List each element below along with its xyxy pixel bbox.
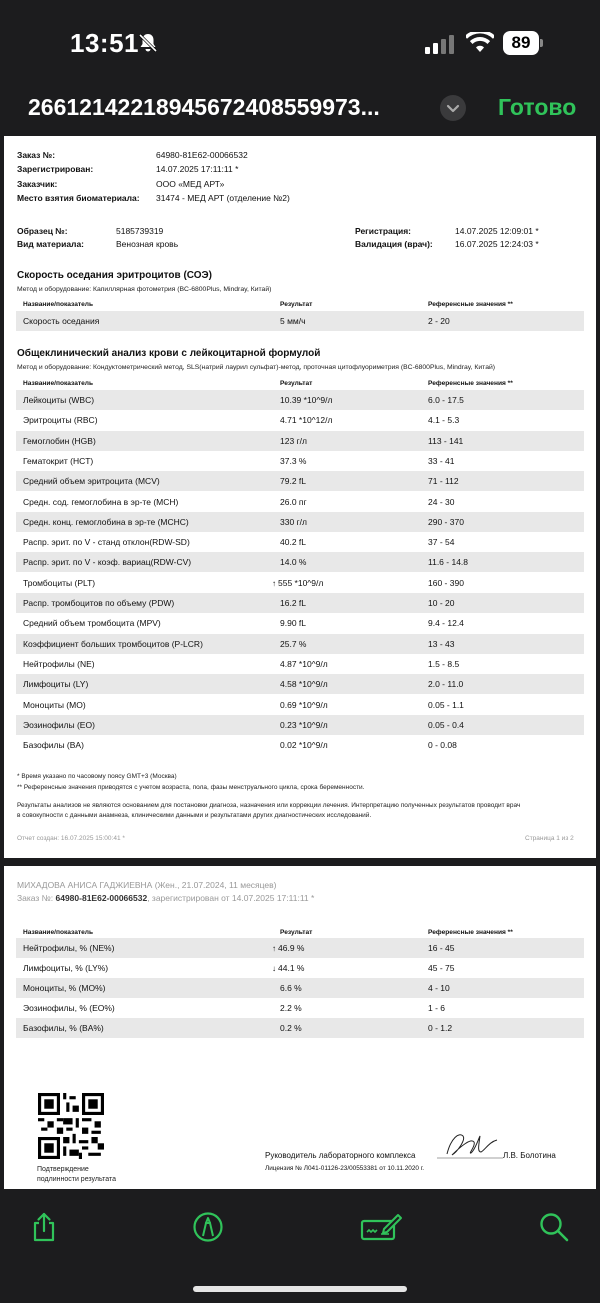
row-result <box>280 476 306 486</box>
table-row <box>16 938 584 958</box>
col-header-name: Название/показатель <box>23 929 94 936</box>
row-result-value: 44.1 % <box>278 963 305 973</box>
row-ref: 33 - 41 <box>428 455 455 466</box>
row-result <box>280 497 307 507</box>
validation-label: Валидация (врач): <box>355 239 433 249</box>
row-name: Гемоглобин (HGB) <box>23 435 96 446</box>
row-name: Средний объем тромбоцита (MPV) <box>23 618 161 629</box>
arrow-up-icon: ↑ <box>272 578 276 588</box>
table-row <box>16 613 584 633</box>
lab-head-name: Л.В. Болотина <box>503 1151 556 1160</box>
cellular-signal-icon <box>425 34 457 54</box>
table-row <box>16 674 584 694</box>
table-row <box>16 715 584 735</box>
row-ref: 13 - 43 <box>428 638 455 649</box>
collection-place-label: Место взятия биоматериала: <box>17 193 140 203</box>
row-result-value: 10.39 *10^9/л <box>280 395 333 405</box>
search-icon[interactable] <box>538 1211 570 1243</box>
registration-value: 14.07.2025 12:09:01 * <box>455 226 539 236</box>
col-header-name: Название/показатель <box>23 301 94 308</box>
row-result-value: 6.6 % <box>280 983 302 993</box>
row-ref: 10 - 20 <box>428 598 455 608</box>
row-result <box>280 537 306 547</box>
row-result-value: 2.2 % <box>280 1003 302 1013</box>
row-ref: 16 - 45 <box>428 943 455 953</box>
order-value: 64980-81E62-00066532 <box>156 150 248 160</box>
report-created: Отчет создан: 16.07.2025 15:00:41 * <box>17 835 125 842</box>
material-label: Вид материала: <box>17 239 85 249</box>
table-row <box>16 492 584 512</box>
table-row <box>16 978 584 998</box>
customer-label: Заказчик: <box>17 179 58 189</box>
signature-icon[interactable] <box>360 1211 404 1243</box>
row-ref: 71 - 112 <box>428 476 459 487</box>
row-result-value: 26.0 пг <box>280 496 307 507</box>
registration-label: Регистрация: <box>355 226 412 236</box>
footnote-reference: ** Референсные значения приводятся с учетом возраста, пола, фазы менструального цикла, срока беременности. <box>17 784 365 791</box>
table-row <box>16 654 584 674</box>
row-ref: 24 - 30 <box>428 496 455 507</box>
order-line-prefix: Заказ №: <box>17 893 56 903</box>
row-result-value: 4.71 *10^12/л <box>280 415 333 426</box>
row-result <box>280 983 302 993</box>
row-result-value: 0.02 *10^9/л <box>280 740 328 751</box>
order-label: Заказ №: <box>17 150 56 160</box>
row-result <box>280 557 306 567</box>
row-name: Распр. эрит. по V - станд отклон(RDW-SD) <box>23 537 190 548</box>
table-row <box>16 471 584 491</box>
row-result <box>280 456 306 466</box>
col-header-result: Результат <box>280 929 313 936</box>
disclaimer-line-1: Результаты анализов не являются основанием для постановки диагноза, назначения или коррекции лечения. Интерпретацию полученных результатов проводит врач <box>17 802 521 809</box>
table-row <box>16 958 584 978</box>
row-result-value: 46.9 % <box>278 943 305 953</box>
esr-section-title: Скорость оседания эритроцитов (СОЭ) <box>17 270 212 281</box>
row-result <box>280 679 328 689</box>
disclaimer-line-2: в совокупности с данными анамнеза, клиническими данными и результатами других диагностических исследований. <box>17 812 372 819</box>
battery-tip <box>540 39 543 47</box>
row-ref: 0.05 - 0.4 <box>428 719 464 730</box>
row-result <box>280 639 306 649</box>
share-icon[interactable] <box>28 1211 60 1243</box>
row-name: Эритроциты (RBC) <box>23 415 98 426</box>
row-ref: 6.0 - 17.5 <box>428 395 464 405</box>
row-ref: 37 - 54 <box>428 537 455 548</box>
table-row <box>16 431 584 451</box>
table-row <box>16 593 584 613</box>
row-result <box>272 578 323 588</box>
cbc-section-title: Общеклинический анализ крови с лейкоцитарной формулой <box>17 348 321 359</box>
row-result <box>280 1023 302 1033</box>
table-row <box>16 695 584 715</box>
row-result-value: 16.2 fL <box>280 598 306 608</box>
col-header-result: Результат <box>280 301 313 308</box>
arrow-down-icon: ↓ <box>272 964 276 973</box>
col-header-name: Название/показатель <box>23 380 94 387</box>
lab-head-title: Руководитель лабораторного комплекса <box>265 1151 416 1160</box>
row-name: Моноциты (MO) <box>23 699 86 710</box>
table-row <box>16 573 584 593</box>
row-result-value: 79.2 fL <box>280 476 306 487</box>
table-row <box>16 390 584 410</box>
row-result-value: 0.23 *10^9/л <box>280 719 328 730</box>
row-result-value: 4.58 *10^9/л <box>280 679 328 690</box>
order-line-number: 64980-81E62-00066532 <box>55 893 148 903</box>
collection-place-value: 31474 - МЕД АРТ (отделение №2) <box>156 193 290 203</box>
row-name: Распр. эрит. по V - коэф. вариац(RDW-CV) <box>23 557 192 568</box>
row-name: Средн. конц. гемоглобина в эр-те (MCHC) <box>23 516 189 527</box>
row-name: Скорость оседания <box>23 316 100 326</box>
row-name: Эозинофилы (EO) <box>23 719 95 730</box>
qr-code-icon[interactable] <box>38 1093 104 1159</box>
table-row <box>16 998 584 1018</box>
markup-icon[interactable] <box>192 1211 224 1243</box>
patient-info: МИХАДОВА АНИСА ГАДЖИЕВНА (Жен., 21.07.2024, 11 месяцев) <box>17 880 277 890</box>
row-result-value: 37.3 % <box>280 455 307 466</box>
nav-bar <box>0 80 600 136</box>
status-time: 13:51 <box>70 28 139 58</box>
row-result <box>272 943 304 953</box>
material-value: Венозная кровь <box>116 239 179 249</box>
qr-caption-line-1: Подтверждение <box>37 1166 89 1173</box>
row-name: Средн. сод. гемоглобина в эр-те (MCH) <box>23 496 179 507</box>
footnote-time: * Время указано по часовому поясу GMT+3 (Москва) <box>17 773 177 780</box>
row-result <box>280 618 306 628</box>
col-header-ref: Референсные значения ** <box>428 929 513 936</box>
row-name: Лейкоциты (WBC) <box>23 395 95 405</box>
registered-label: Зарегистрирован: <box>17 164 94 174</box>
row-name: Базофилы, % (BA%) <box>23 1023 104 1033</box>
row-ref: 0.05 - 1.1 <box>428 699 464 710</box>
row-name: Распр. тромбоцитов по объему (PDW) <box>23 598 175 608</box>
order-line <box>17 893 314 903</box>
document-page-2 <box>4 866 596 1189</box>
row-result-value: 330 г/л <box>280 516 307 527</box>
table-row <box>16 532 584 552</box>
row-name: Базофилы (BA) <box>23 740 84 751</box>
row-result-value: 0.69 *10^9/л <box>280 699 328 710</box>
table-row <box>16 311 584 331</box>
row-ref: 0 - 0.08 <box>428 740 457 751</box>
row-ref: 0 - 1.2 <box>428 1023 453 1033</box>
row-result: 5 мм/ч <box>280 316 306 326</box>
row-result <box>280 395 332 405</box>
row-ref: 113 - 141 <box>428 435 464 446</box>
row-ref: 9.4 - 12.4 <box>428 618 464 629</box>
row-result-value: 555 *10^9/л <box>278 577 324 588</box>
row-result <box>272 963 304 973</box>
row-result <box>280 740 328 750</box>
row-ref: 290 - 370 <box>428 516 464 527</box>
row-result <box>280 517 307 527</box>
row-name: Эозинофилы, % (EO%) <box>23 1003 115 1013</box>
chevron-down-icon <box>440 95 466 121</box>
registered-value: 14.07.2025 17:11:11 * <box>156 164 239 174</box>
bell-slash-icon <box>137 32 159 54</box>
col-header-ref: Референсные значения ** <box>428 380 513 387</box>
arrow-up-icon: ↑ <box>272 944 276 953</box>
customer-value: ООО «МЕД АРТ» <box>156 179 225 189</box>
license-text: Лицензия № Л041-01126-23/00553381 от 10.11.2020 г. <box>265 1165 425 1172</box>
row-ref: 4.1 - 5.3 <box>428 415 460 426</box>
sample-label: Образец №: <box>17 226 68 236</box>
row-ref: 1.5 - 8.5 <box>428 658 460 669</box>
row-ref: 4 - 10 <box>428 983 450 993</box>
table-row <box>16 512 584 532</box>
cbc-method: Метод и оборудование: Кондуктометрический метод, SLS(натрий лаурил сульфат)-метод, проточная цитофлуориметрия (BC-6800Plus, Mindray, Китай) <box>17 364 496 371</box>
table-row <box>16 735 584 755</box>
row-name: Гематокрит (HCT) <box>23 455 94 466</box>
row-ref: 11.6 - 14.8 <box>428 557 469 568</box>
esr-method: Метод и оборудование: Капиллярная фотометрия (BC-6800Plus, Mindray, Китай) <box>17 286 272 293</box>
signature-image <box>437 1128 503 1162</box>
sample-value: 5185739319 <box>116 226 164 236</box>
table-row <box>16 410 584 430</box>
row-name: Нейтрофилы, % (NE%) <box>23 943 115 953</box>
home-indicator[interactable] <box>193 1286 407 1292</box>
done-button[interactable]: Готово <box>498 94 577 120</box>
row-ref: 160 - 390 <box>428 577 464 588</box>
status-bar <box>0 0 600 78</box>
table-row <box>16 1018 584 1038</box>
row-name: Лимфоциты (LY) <box>23 679 89 690</box>
document-page-1 <box>4 136 596 858</box>
title-menu-button[interactable] <box>440 95 466 121</box>
row-name: Коэффициент больших тромбоцитов (P-LCR) <box>23 638 203 649</box>
battery-level: 89 <box>503 31 539 55</box>
row-name: Нейтрофилы (NE) <box>23 658 95 669</box>
table-row <box>16 451 584 471</box>
row-name: Средний объем эритроцита (MCV) <box>23 476 160 487</box>
validation-value: 16.07.2025 12:24:03 * <box>455 239 539 249</box>
table-row <box>16 634 584 654</box>
row-result-value: 4.87 *10^9/л <box>280 658 328 669</box>
row-result <box>280 415 332 425</box>
row-name: Тромбоциты (PLT) <box>23 577 96 588</box>
row-ref: 45 - 75 <box>428 963 455 973</box>
row-result-value: 0.2 % <box>280 1023 302 1033</box>
row-name: Лимфоциты, % (LY%) <box>23 963 109 973</box>
row-result-value: 25.7 % <box>280 638 307 649</box>
row-result <box>280 436 307 446</box>
row-name: Моноциты, % (MO%) <box>23 983 106 993</box>
qr-caption-line-2: подлинности результата <box>37 1176 116 1183</box>
row-result <box>280 659 328 669</box>
table-row <box>16 552 584 572</box>
row-result <box>280 700 328 710</box>
row-result <box>280 720 328 730</box>
row-result-value: 123 г/л <box>280 435 307 446</box>
document-title[interactable]: 26612142218945672408559973... <box>28 94 380 120</box>
row-result <box>280 1003 302 1013</box>
row-result <box>280 598 306 608</box>
order-line-suffix: , зарегистрирован от 14.07.2025 17:11:11 * <box>147 893 315 903</box>
col-header-result: Результат <box>280 380 313 387</box>
wifi-icon <box>466 32 494 54</box>
page-number: Страница 1 из 2 <box>525 835 574 842</box>
battery-indicator <box>503 31 543 55</box>
row-result-value: 9.90 fL <box>280 618 306 629</box>
row-ref: 1 - 6 <box>428 1003 446 1013</box>
row-ref: 2.0 - 11.0 <box>428 679 464 690</box>
col-header-ref: Референсные значения ** <box>428 301 513 308</box>
row-ref: 2 - 20 <box>428 316 450 326</box>
row-result-value: 14.0 % <box>280 557 307 568</box>
row-result-value: 40.2 fL <box>280 537 306 548</box>
